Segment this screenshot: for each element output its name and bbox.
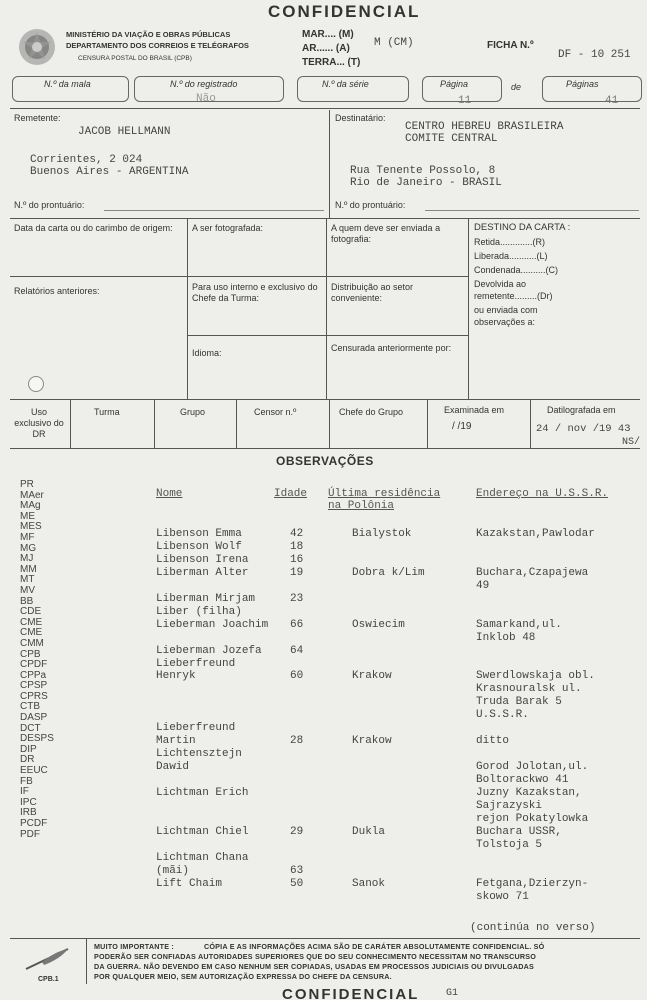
idioma-label: Idioma: — [192, 348, 222, 358]
dr-vline-3 — [236, 400, 237, 448]
agency-code-list — [20, 480, 54, 840]
sender-name: JACOB HELLMANN — [78, 126, 171, 138]
entry-nome: Libenson Wolf — [156, 540, 242, 553]
footer-line4: POR QUALQUER MEIO, SEM AUTORIZAÇÃO EXPRESSA DO CHEFE DA CENSURA. — [94, 972, 392, 981]
destino-enviada: ou enviada com — [474, 305, 538, 315]
entry-nome: Lichtensztejn — [156, 748, 242, 761]
column-header-nome: Nome — [156, 488, 183, 500]
pagina-label: Página — [440, 79, 469, 89]
agency-code: MAg — [20, 500, 41, 512]
footer-important: MUITO IMPORTANTE : — [94, 942, 174, 951]
sender-label: Remetente: — [14, 113, 61, 123]
entry-end: 49 — [476, 579, 490, 592]
recipient-name2: COMITE CENTRAL — [405, 133, 498, 145]
grid-vline-3 — [468, 219, 469, 399]
entry-idade: 19 — [290, 566, 304, 579]
agency-code: MAer — [20, 489, 44, 501]
confidential-title-bottom: CONFIDENCIAL — [282, 986, 420, 1000]
entry-nome: Martin — [156, 735, 196, 748]
agency-code: DR — [20, 754, 35, 766]
entry-idade: 66 — [290, 618, 304, 631]
grid-hline-1 — [187, 276, 469, 277]
punch-hole — [28, 376, 44, 392]
entry-end: Krasnouralsk ul. — [476, 683, 582, 696]
recipient-prontuario-line — [425, 210, 639, 211]
quem-foto-label: A quem deve ser enviada a fotografia: — [331, 223, 441, 244]
recipient-name1: CENTRO HEBREU BRASILEIRA — [405, 121, 564, 133]
agency-code: CPSP — [20, 680, 48, 692]
agency-code: CME — [20, 616, 43, 628]
grupo-label: Grupo — [180, 407, 206, 417]
dr-vline-4 — [329, 400, 330, 448]
entry-end: Swerdlowskaja obl. — [476, 670, 595, 683]
dr-vline-5 — [427, 400, 428, 448]
recipient-address2: Rio de Janeiro - BRASIL — [350, 177, 502, 189]
turma-label: Turma — [94, 407, 120, 417]
agency-code: CME — [20, 627, 43, 639]
grid-vline-2 — [326, 219, 327, 399]
agency-code: BB — [20, 595, 34, 607]
entry-end: Juzny Kazakstan, — [476, 787, 582, 799]
agency-code: EEUC — [20, 765, 48, 777]
entry-idade: 16 — [290, 553, 304, 566]
grid-hline-2 — [10, 276, 187, 277]
divider-line — [10, 938, 640, 939]
agency-code: CPB — [20, 648, 41, 660]
grid-vline-1 — [187, 219, 188, 399]
ministry-label: MINISTÉRIO DA VIAÇÃO E OBRAS PÚBLICAS — [66, 30, 231, 39]
destino-retida: Retida.............(R) — [474, 237, 546, 247]
agency-code: PDF — [20, 828, 40, 840]
sender-address2: Buenos Aires - ARGENTINA — [30, 166, 189, 178]
agency-code: MJ — [20, 553, 34, 565]
agency-code: DIP — [20, 743, 37, 755]
agency-code: MES — [20, 521, 42, 533]
agency-code: CDE — [20, 606, 42, 618]
entry-res: Krakow — [352, 735, 392, 748]
destino-remetente: remetente.........(Dr) — [474, 291, 553, 301]
recipient-address1: Rua Tenente Possolo, 8 — [350, 165, 496, 177]
entry-end: skowo 71 — [476, 890, 529, 903]
entry-res: Bialystok — [352, 528, 412, 540]
entry-idade: 42 — [290, 528, 304, 540]
entry-idade: 29 — [290, 825, 304, 838]
entry-end: Inklob 48 — [476, 631, 536, 644]
sender-address1: Corrientes, 2 024 — [30, 154, 143, 166]
datilografada-value: 24 / nov /19 43 — [536, 423, 631, 435]
datilografada-label: Datilografada em — [547, 405, 616, 415]
mala-label: N.º da mala — [44, 79, 91, 89]
agency-code: CPPa — [20, 669, 47, 681]
agency-code: MV — [20, 584, 35, 596]
pagina-value: 11 — [458, 95, 472, 107]
dr-vline-6 — [530, 400, 531, 448]
confidential-title-top: CONFIDENCIAL — [268, 2, 421, 21]
entry-res: Oswiecim — [352, 618, 405, 631]
entry-nome: Lieberfreund — [156, 722, 236, 735]
divider-line — [10, 399, 640, 400]
de-label: de — [511, 82, 522, 92]
agency-code: PR — [20, 479, 34, 490]
entry-idade: 60 — [290, 670, 304, 683]
entry-nome: Lift Chaim — [156, 877, 223, 890]
entry-idade: 63 — [290, 864, 304, 877]
mode-ar-label: AR...... (A) — [302, 43, 350, 54]
entry-idade: 18 — [290, 540, 304, 553]
entry-end: ditto — [476, 735, 510, 748]
entry-end: Tolstoja 5 — [476, 838, 543, 851]
agency-code: DASP — [20, 712, 48, 724]
coat-of-arms-icon — [16, 26, 58, 68]
destino-title: DESTINO DA CARTA : — [474, 222, 571, 233]
entry-end: Truda Barak 5 — [476, 696, 562, 709]
mode-terra-label: TERRA... (T) — [302, 57, 361, 68]
agency-code: CMM — [20, 637, 44, 649]
entry-end: Kazakstan,Pawlodar — [476, 528, 595, 540]
mode-mar-label: MAR.... (M) — [302, 29, 354, 40]
agency-code: MM — [20, 563, 37, 575]
divider-line — [10, 108, 640, 109]
entry-nome: Liber (filha) — [156, 605, 242, 618]
entry-nome: Lichtman Erich — [156, 787, 249, 799]
observacoes-title: OBSERVAÇÕES — [276, 454, 374, 468]
dr-vline-2 — [154, 400, 155, 448]
entry-end: Sajrazyski — [476, 799, 543, 812]
uso-dr-label: Uso exclusivo do DR — [14, 407, 64, 439]
entry-res: Dukla — [352, 825, 386, 838]
recipient-label: Destinatário: — [335, 113, 386, 123]
entry-idade: 64 — [290, 644, 304, 657]
registrado-value: Não — [196, 93, 216, 105]
destino-liberada: Liberada...........(L) — [474, 251, 548, 261]
chefe-label: Chefe do Grupo — [339, 407, 404, 417]
divider-line — [10, 448, 640, 449]
entry-nome: Liberman Alter — [156, 566, 249, 579]
entry-nome: Lieberfreund — [156, 657, 236, 670]
column-header-polonia: na Polônia — [328, 500, 395, 512]
agency-code: DESPS — [20, 733, 54, 745]
column-header-idade: Idade — [274, 488, 308, 500]
continua-note: (continúa no verso) — [470, 922, 596, 934]
agency-code: FB — [20, 775, 33, 787]
agency-code: CPDF — [20, 659, 48, 671]
serie-label: N.º da série — [322, 79, 369, 89]
agency-code: IRB — [20, 807, 37, 819]
entry-nome: Libenson Emma — [156, 528, 242, 540]
destino-condenada: Condenada..........(C) — [474, 265, 559, 275]
examinada-label: Examinada em — [444, 405, 505, 415]
censor-label: Censor n.º — [254, 407, 297, 417]
agency-code: CPRS — [20, 690, 48, 702]
data-carta-label: Data da carta ou do carimbo de origem: — [14, 223, 173, 233]
entry-end: Boltorackwo 41 — [476, 774, 569, 787]
entry-end: Buchara,Czapajewa — [476, 566, 589, 579]
entry-end: U.S.S.R. — [476, 709, 529, 722]
entry-nome: Lichtman Chiel — [156, 825, 249, 838]
entry-res: Dobra k/Lim — [352, 566, 425, 579]
ficha-value: DF - 10 251 — [558, 49, 631, 61]
entry-nome: Lieberman Joachim — [156, 618, 269, 631]
mode-value: M (CM) — [374, 37, 414, 49]
entry-nome: Lichtman Chana — [156, 851, 249, 864]
entry-nome: Henryk — [156, 670, 196, 683]
agency-code: IF — [20, 786, 29, 798]
entry-nome: Libenson Irena — [156, 553, 249, 566]
relatorios-label: Relatórios anteriores: — [14, 286, 100, 296]
paginas-label: Páginas — [566, 79, 599, 89]
entry-res: Krakow — [352, 670, 392, 683]
agency-code: MT — [20, 574, 35, 586]
feather-icon — [22, 945, 74, 973]
footer-vline — [86, 938, 87, 984]
grid-hline-3 — [187, 335, 469, 336]
department-label: DEPARTAMENTO DOS CORREIOS E TELÉGRAFOS — [66, 41, 249, 50]
destino-observacoes: observações a: — [474, 317, 536, 327]
entry-idade: 23 — [290, 592, 304, 605]
column-header-residencia: Última residência — [328, 488, 441, 500]
entry-nome: Liberman Mirjam — [156, 592, 256, 605]
bottom-suffix: G1 — [446, 988, 459, 999]
entry-end: Buchara USSR, — [476, 825, 562, 838]
footer-line2: PODERÃO SER CONFIADAS AUTORIDADES SUPERIORES QUE DO SEU CONHECIMENTO NECESSITAM NO TRANSCURSO — [94, 952, 537, 961]
distribuicao-label: Distribuição ao setor conveniente: — [331, 282, 414, 303]
agency-code: DCT — [20, 722, 41, 734]
vertical-divider — [329, 110, 330, 218]
entry-end: Samarkand,ul. — [476, 618, 562, 631]
service-label: CENSURA POSTAL DO BRASIL (CPB) — [78, 55, 192, 62]
censurada-label: Censurada anteriormente por: — [331, 343, 452, 353]
agency-code: PCDF — [20, 818, 48, 829]
entry-res: Sanok — [352, 877, 386, 890]
agency-code: IPC — [20, 796, 37, 808]
registrado-label: N.º do registrado — [170, 79, 238, 89]
entry-idade: 28 — [290, 735, 304, 748]
sender-prontuario-line — [104, 210, 324, 211]
footer-line3: DA GUERRA. NÃO DEVENDO EM CASO NENHUM SER COPIADAS, USADAS EM PROCESSOS JUDICIAIS OU DIVULGADAS — [94, 962, 535, 971]
footer-line1: CÓPIA E AS INFORMAÇÕES ACIMA SÃO DE CARÁTER ABSOLUTAMENTE CONFIDENCIAL. SÓ — [204, 942, 545, 951]
entry-idade: 50 — [290, 877, 304, 890]
entry-nome: Dawid — [156, 761, 190, 774]
agency-code: MF — [20, 531, 35, 543]
recipient-prontuario: N.º do prontuário: — [335, 200, 406, 210]
uso-interno-label: Para uso interno e exclusivo do Chefe da Turma: — [192, 282, 318, 303]
fotografada-label: A ser fotografada: — [192, 223, 264, 233]
entry-end: rejon Pokatylowka — [476, 812, 589, 825]
agency-code: MG — [20, 542, 37, 554]
paginas-value: 41 — [605, 95, 619, 107]
sender-prontuario: N.º do prontuário: — [14, 200, 85, 210]
datilografada-suffix: NS/ — [622, 437, 641, 448]
dr-vline-1 — [70, 400, 71, 448]
destino-devolvida: Devolvida ao — [474, 279, 527, 289]
examinada-value: / /19 — [452, 421, 472, 432]
agency-code: CTB — [20, 701, 40, 713]
form-code: CPB.1 — [38, 976, 59, 983]
entry-end: Gorod Jolotan,ul. — [476, 761, 589, 774]
ficha-label: FICHA N.º — [487, 40, 534, 51]
divider-line — [10, 218, 640, 219]
column-header-endereco: Endereço na U.S.S.R. — [476, 488, 609, 500]
entry-nome: (mãi) — [156, 864, 190, 877]
entry-nome: Lieberman Jozefa — [156, 644, 262, 657]
entry-end: Fetgana,Dzierzyn- — [476, 877, 589, 890]
agency-code: ME — [20, 510, 35, 522]
